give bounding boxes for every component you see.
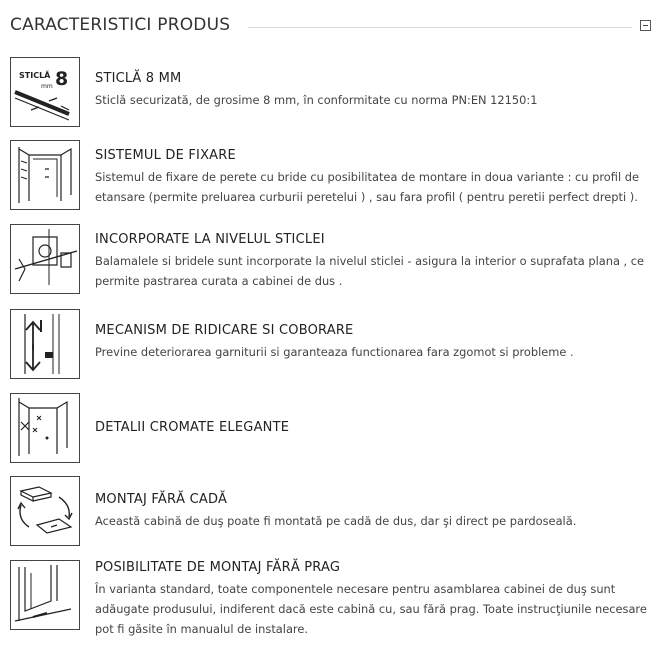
icon-glass-value: 8 (55, 68, 69, 90)
feature-description: Această cabină de duş poate fi montată pe cadă de dus, dar şi direct pe pardoseală. (95, 514, 577, 528)
collapse-toggle-icon[interactable] (640, 20, 651, 31)
chrome-details-icon (10, 393, 80, 463)
feature-title: MECANISM DE RIDICARE SI COBORARE (95, 323, 354, 338)
feature-description: În varianta standard, toate componentele necesare pentru asamblarea cabinei de duş sunt adăugate produsului, indiferent dacă este cabină cu, sau fără prag. Toate instrucţiunile necesare pot fi găsite în manualul de instalare. (95, 582, 647, 636)
section-title: CARACTERISTICI PRODUS (10, 15, 231, 35)
feature-title: SISTEMUL DE FIXARE (95, 148, 236, 163)
feature-title: INCORPORATE LA NIVELUL STICLEI (95, 232, 325, 247)
icon-glass-label: STICLĂ (19, 71, 51, 80)
feature-description: Sistemul de fixare de perete cu bride cu posibilitatea de montare in doua variante : cu profil de etansare (permite preluarea curburii peretelui ) , sau fara profil ( pentru peretii perfect drepti ). (95, 170, 639, 204)
threshold-free-icon (10, 560, 80, 630)
feature-title: STICLĂ 8 MM (95, 71, 182, 86)
wall-fixing-icon (10, 140, 80, 210)
no-tray-install-icon (10, 476, 80, 546)
feature-description: Sticlă securizată, de grosime 8 mm, în conformitate cu norma PN:EN 12150:1 (95, 93, 538, 107)
feature-title: MONTAJ FĂRĂ CADĂ (95, 492, 228, 507)
feature-title: POSIBILITATE DE MONTAJ FĂRĂ PRAG (95, 560, 341, 575)
feature-description: Balamalele si bridele sunt incorporate la nivelul sticlei - asigura la interior o suprafata plana , ce permite pastrarea curata a cabinei de dus . (95, 254, 645, 288)
flush-hinges-icon (10, 224, 80, 294)
feature-description: Previne deteriorarea garniturii si garanteaza functionarea fara zgomot si probleme . (95, 345, 574, 359)
section-header (0, 0, 663, 50)
glass-thickness-icon (10, 57, 80, 127)
header-divider (248, 27, 632, 28)
lift-mechanism-icon (10, 309, 80, 379)
feature-title: DETALII CROMATE ELEGANTE (95, 420, 290, 435)
icon-glass-unit: mm (41, 83, 53, 90)
